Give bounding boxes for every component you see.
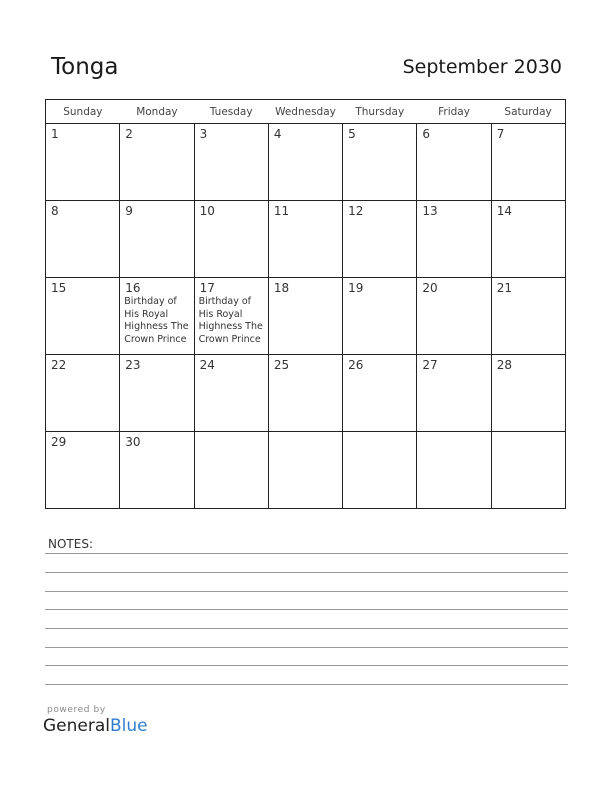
day-number: 4 xyxy=(273,127,282,141)
day-cell xyxy=(194,201,268,278)
week-row xyxy=(46,124,566,201)
day-cell xyxy=(417,124,491,201)
day-cell xyxy=(417,355,491,432)
day-cell xyxy=(491,355,565,432)
brand-general: General xyxy=(43,716,110,736)
note-line xyxy=(45,647,568,648)
day-cell xyxy=(268,432,342,509)
note-line xyxy=(45,609,568,610)
note-line xyxy=(45,591,568,592)
generalblue-logo[interactable] xyxy=(43,716,148,736)
note-line xyxy=(45,684,568,685)
day-cell xyxy=(46,355,120,432)
day-cell xyxy=(194,355,268,432)
country-title: Tonga xyxy=(51,54,119,80)
day-cell xyxy=(491,124,565,201)
day-cell xyxy=(120,201,194,278)
day-number: 11 xyxy=(273,204,290,218)
day-number: 22 xyxy=(51,358,67,372)
day-cell xyxy=(343,278,417,355)
day-number: 16 xyxy=(125,281,141,295)
day-cell xyxy=(268,278,342,355)
day-number: 2 xyxy=(125,127,133,141)
notes-label: NOTES: xyxy=(48,537,93,551)
day-cell xyxy=(46,124,120,201)
day-cell xyxy=(268,124,342,201)
month-year-title: September 2030 xyxy=(402,56,562,78)
day-number: 5 xyxy=(348,127,356,141)
day-number: 6 xyxy=(422,127,431,141)
day-number: 17 xyxy=(199,281,215,295)
weekday-wednesday: Wednesday xyxy=(268,100,342,124)
week-row xyxy=(46,432,566,509)
weekday-thursday: Thursday xyxy=(343,100,417,124)
day-number: 18 xyxy=(273,281,290,295)
day-number: 12 xyxy=(348,204,364,218)
day-number: 13 xyxy=(422,204,438,218)
day-number: 30 xyxy=(125,435,141,449)
weekday-monday: Monday xyxy=(120,100,194,124)
day-cell xyxy=(120,355,194,432)
day-number: 14 xyxy=(496,204,512,218)
day-number: 29 xyxy=(51,435,67,449)
day-number: 7 xyxy=(496,127,505,141)
week-row xyxy=(46,355,566,432)
week-row xyxy=(46,201,566,278)
weekday-friday: Friday xyxy=(417,100,491,124)
day-cell xyxy=(120,124,194,201)
day-cell xyxy=(194,278,268,355)
day-number: 21 xyxy=(496,281,512,295)
day-number: 28 xyxy=(496,358,512,372)
day-cell xyxy=(46,432,120,509)
holiday-label: Birthday of His Royal Highness The Crown Prince xyxy=(124,296,189,345)
day-number: 27 xyxy=(422,358,438,372)
day-cell xyxy=(417,432,491,509)
day-cell xyxy=(194,124,268,201)
weekday-saturday: Saturday xyxy=(491,100,565,124)
weekday-header-row xyxy=(46,100,566,124)
day-cell xyxy=(491,432,565,509)
day-number: 26 xyxy=(348,358,364,372)
day-cell xyxy=(343,432,417,509)
note-line xyxy=(45,572,568,573)
day-cell xyxy=(120,432,194,509)
note-line xyxy=(45,665,568,666)
note-line xyxy=(45,553,568,554)
weekday-sunday: Sunday xyxy=(46,100,120,124)
day-number: 25 xyxy=(273,358,290,372)
day-number: 10 xyxy=(199,204,215,218)
day-cell xyxy=(343,124,417,201)
day-number: 3 xyxy=(199,127,208,141)
day-cell xyxy=(268,201,342,278)
day-number: 1 xyxy=(51,127,59,141)
day-number: 15 xyxy=(51,281,67,295)
day-cell xyxy=(491,278,565,355)
day-cell xyxy=(268,355,342,432)
day-cell xyxy=(343,355,417,432)
holiday-label: Birthday of His Royal Highness The Crown Prince xyxy=(198,296,263,345)
note-line xyxy=(45,628,568,629)
day-number: 8 xyxy=(51,204,59,218)
day-number: 20 xyxy=(422,281,438,295)
day-cell xyxy=(46,201,120,278)
calendar-grid xyxy=(45,99,566,509)
day-cell xyxy=(491,201,565,278)
day-cell xyxy=(194,432,268,509)
day-number: 9 xyxy=(125,204,133,218)
day-number: 19 xyxy=(348,281,364,295)
weekday-tuesday: Tuesday xyxy=(194,100,268,124)
week-row xyxy=(46,278,566,355)
day-number: 24 xyxy=(199,358,215,372)
day-number: 23 xyxy=(125,358,141,372)
day-cell xyxy=(417,278,491,355)
day-cell xyxy=(343,201,417,278)
brand-blue: Blue xyxy=(110,716,148,736)
day-cell xyxy=(120,278,194,355)
powered-by-text: powered by xyxy=(47,705,106,715)
day-cell xyxy=(417,201,491,278)
day-cell xyxy=(46,278,120,355)
